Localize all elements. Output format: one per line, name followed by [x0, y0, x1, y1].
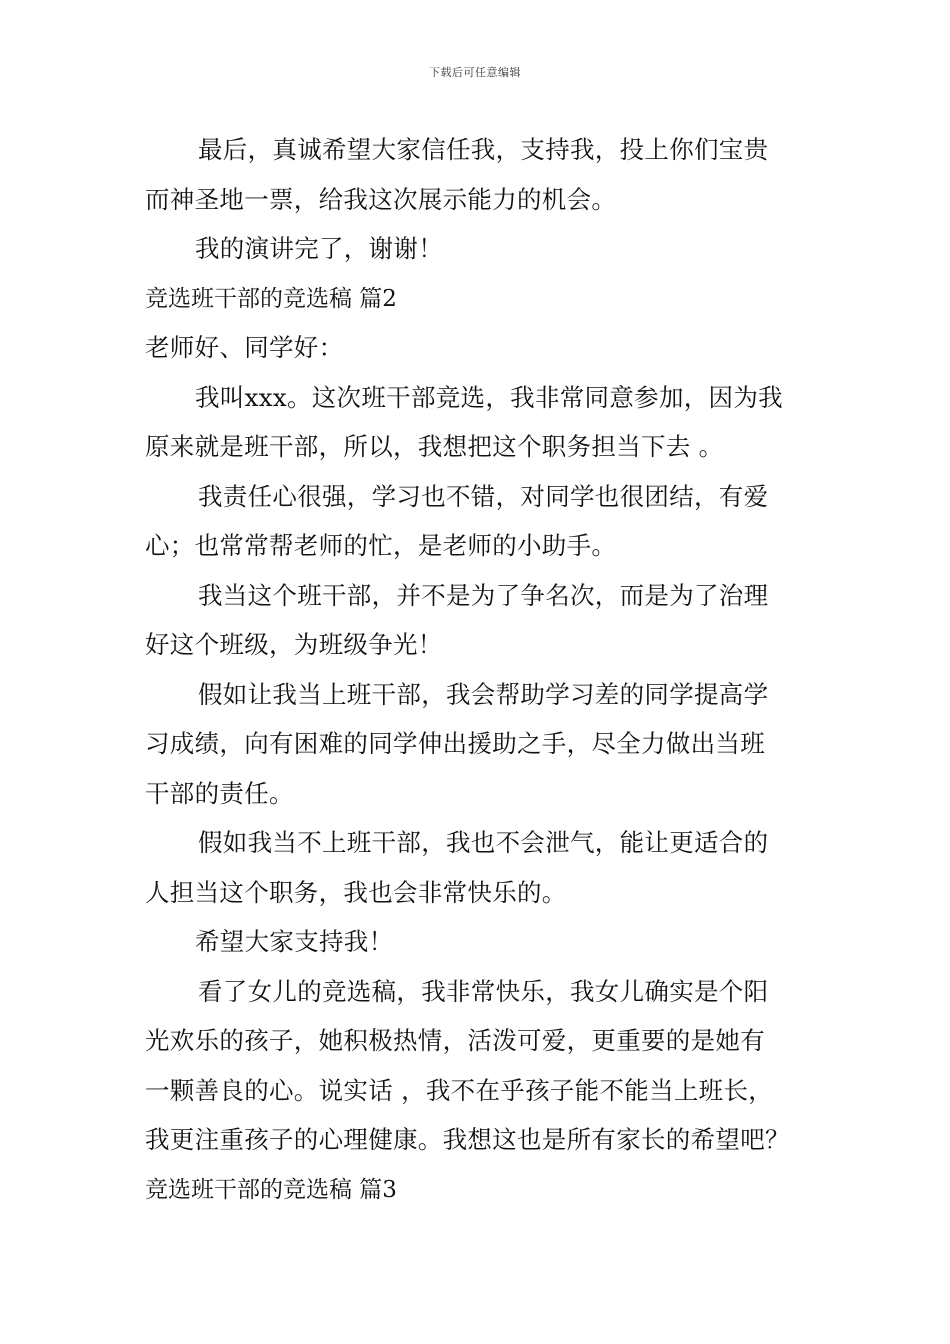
paragraph-line: 我更注重孩子的心理健康。我想这也是所有家长的希望吧？: [145, 1125, 790, 1154]
paragraph-line: 假如让我当上班干部，我会帮助学习差的同学提高学: [198, 679, 769, 709]
paragraph-line: 原来就是班干部，所以，我想把这个职务担当下去 。: [145, 432, 724, 461]
paragraph-line: 我责任心很强，学习也不错，对同学也很团结，有爱: [198, 481, 769, 511]
paragraph-line: 干部的责任。: [145, 778, 294, 808]
paragraph-line: 好这个班级，为班级争光！: [145, 630, 443, 659]
paragraph-line: 光欢乐的孩子，她积极热情，活泼可爱，更重要的是她有: [145, 1026, 765, 1055]
paragraph-line: 而神圣地一票，给我这次展示能力的机会。: [145, 184, 617, 214]
paragraph-line: 看了女儿的竞选稿，我非常快乐，我女儿确实是个阳: [198, 976, 769, 1006]
document-body: [145, 130, 810, 1219]
paragraph-line: 希望大家支持我！: [195, 927, 394, 956]
paragraph-line: 假如我当不上班干部，我也不会泄气，能让更适合的: [198, 828, 769, 857]
paragraph-line: 我当这个班干部，并不是为了争名次，而是为了治理: [198, 580, 769, 610]
paragraph-line: 一颗善良的心。说实话 ，我不在乎孩子能不能当上班长，: [145, 1075, 774, 1105]
paragraph-line: 习成绩，向有困难的同学伸出援助之手，尽全力做出当班: [145, 729, 765, 758]
paragraph-line: 我叫xxx。这次班干部竞选，我非常同意参加，因为我: [195, 382, 783, 412]
salutation-line: 老师好、同学好：: [145, 333, 344, 362]
paragraph-line: 最后，真诚希望大家信任我，支持我，投上你们宝贵: [198, 135, 769, 164]
section-heading: 竞选班干部的竞选稿 篇3: [145, 1176, 397, 1203]
paragraph-line: 心；也常常帮老师的忙，是老师的小助手。: [145, 531, 617, 560]
page-header: 下载后可任意编辑: [429, 66, 521, 79]
paragraph-line: 人担当这个职务，我也会非常快乐的。: [145, 877, 567, 907]
paragraph-line: 我的演讲完了，谢谢！: [195, 234, 443, 263]
section-heading: 竞选班干部的竞选稿 篇2: [145, 285, 397, 312]
